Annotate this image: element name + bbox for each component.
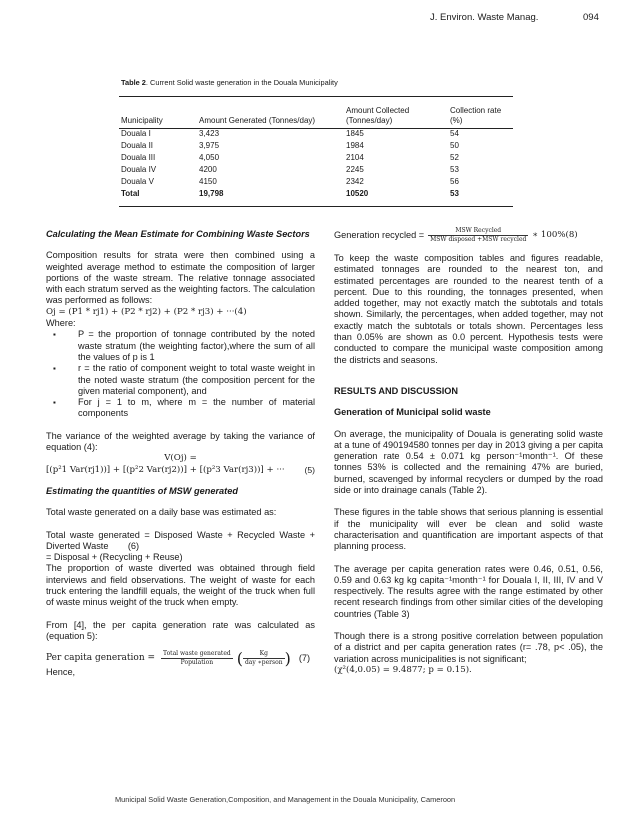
fraction-numerator: Total waste generated [163, 650, 231, 658]
header-amount-generated: Amount Generated (Tonnes/day) [199, 116, 316, 125]
subsection-heading-generation: Generation of Municipal solid waste [334, 407, 491, 418]
table-caption [121, 78, 338, 87]
equation-8-fraction [428, 227, 528, 244]
cell: 1845 [346, 129, 364, 138]
cell: 2245 [346, 165, 364, 174]
fraction-denominator: day ∗person [244, 659, 283, 667]
equation-6-text: Total waste generated = Disposed Waste + Recycled Waste + Diverted Waste [46, 529, 315, 551]
list-item: ▪ P = the proportion of tonnage contributed by the noted waste stratum (the weighting factor),where the sum of all the values of p is 1 [46, 329, 315, 363]
cell: 2104 [346, 153, 364, 162]
paren-open: ( [236, 649, 243, 669]
paragraph: These figures in the table shows that serious planning is essential if the municipality will ever be clean and solid waste characterisation and quantification are important aspects of that planning process. [334, 507, 603, 552]
section-heading-results: RESULTS AND DISCUSSION [334, 385, 459, 396]
cell: Douala IV [121, 165, 157, 174]
equation-6-number: (6) [127, 540, 140, 551]
equation-4: Oj = (P1 * rj1) + (P2 * rj2) + (P2 * rj3) + ···(4) [46, 306, 247, 317]
paragraph: = Disposal + (Recycling + Reuse) [46, 552, 183, 563]
cell: 4150 [199, 177, 217, 186]
table-row [119, 176, 513, 188]
table-caption-label: Table 2 [121, 78, 146, 87]
equation-8 [334, 227, 603, 244]
paragraph: Composition results for strata were then combined using a weighted average method to estimate the composition of larger portions of the waste stream. The relative tonnage associated with each stratum served as the weighting factors. The calculation was performed as follows: [46, 250, 315, 306]
section-heading-msw-quantities: Estimating the quantities of MSW generated [46, 485, 238, 496]
cell: 4,050 [199, 153, 220, 162]
fraction-numerator: MSW Recycled [428, 227, 528, 236]
cell: Douala II [121, 141, 154, 150]
cell: Douala V [121, 177, 154, 186]
header-amount-collected: Amount Collected (Tonnes/day) [346, 106, 410, 125]
left-column [46, 229, 315, 679]
cell: Total [121, 189, 140, 198]
running-header: J. Environ. Waste Manag. [430, 12, 539, 23]
equation-7-number: (7) [298, 653, 311, 664]
equation-7-lhs: Per capita generation = [46, 653, 156, 664]
paragraph: The proportion of waste diverted was obtained through field interviews and field observations. The weight of waste for each truck entering the landfill equals, the weight of the truck when full of waste minus weight of the truck when empty. [46, 563, 315, 608]
header-collection-rate: Collection rate (%) [450, 106, 502, 125]
hence-label: Hence, [46, 667, 76, 678]
fraction-numerator: Kg [243, 650, 285, 659]
cell: 1984 [346, 141, 364, 150]
paragraph: On average, the municipality of Douala is generating solid waste at a tune of 490194580 tonnes per day in 2013 giving a per capita generation rate 0.54 ± 0.071 kg person⁻¹month⁻¹. Of these tonnes 53% is collected and the remaining 47% are buried, burned, scavenged by informal recyclers or dumped by the road side or into drainage canals (Table 2). [334, 428, 603, 496]
paragraph: The average per capita generation rates were 0.46, 0.51, 0.56, 0.59 and 0.63 kg kg capita⁻¹month⁻¹ for Douala I, II, III, IV and V respectively. The results agree with the range estimated by other recent research findings from other similar cities of the developing countries (Table 3) [334, 563, 603, 619]
paragraph: The variance of the weighted average by taking the variance of equation (4): [46, 430, 315, 453]
table-row [119, 152, 513, 164]
table-bottom-rule [119, 206, 513, 207]
page-number: 094 [583, 12, 599, 23]
cell: 52 [450, 153, 459, 162]
table-header-row [119, 100, 513, 128]
paragraph [46, 530, 315, 553]
waste-generation-table [119, 100, 513, 200]
cell: Douala III [121, 153, 156, 162]
equation-8-rhs: ∗ 100%(8) [532, 229, 578, 240]
table-row [119, 140, 513, 152]
table-top-rule [119, 96, 513, 97]
cell: Douala I [121, 129, 151, 138]
cell: 50 [450, 141, 459, 150]
equation-5-body: [(p²1 Var(rj1))] + [(p²2 Var(rj2))] + [(p²3 Var(rj3))] + ··· [46, 464, 285, 475]
equation-7-fraction [161, 650, 233, 667]
paragraph: Though there is a strong positive correlation between population of a district and per capita generation rates (r= .78, p< .05), the variation across municipalities is not significant; [334, 631, 603, 664]
table-row [119, 164, 513, 176]
cell: 3,975 [199, 141, 220, 150]
cell: 19,798 [199, 189, 224, 198]
list-item: ▪ r = the ratio of component weight to total waste weight in the noted waste stratum (the composition percent for the given material component), and [46, 363, 315, 397]
fraction-denominator: MSW disposed +MSW recycled [430, 236, 527, 243]
section-heading-mean-estimate: Calculating the Mean Estimate for Combining Waste Sectors [46, 229, 310, 239]
cell: 53 [450, 165, 459, 174]
cell: 54 [450, 129, 459, 138]
cell: 3,423 [199, 129, 220, 138]
definition-list [46, 329, 315, 419]
paragraph: Total waste generated on a daily base was estimated as: [46, 507, 277, 518]
equation-7 [46, 650, 315, 667]
variance-lhs: V(Oj) = [164, 453, 197, 464]
cell: 4200 [199, 165, 217, 174]
equation-8-lhs: Generation recycled = [334, 229, 425, 240]
paragraph: To keep the waste composition tables and figures readable, estimated tonnages are rounded to the nearest ton, and estimated percentages are rounded to the nearest tenth of a percent. Due to this rounding, the tonnages presented, when added together, may not exactly match the subtotals and totals shown. Similarly, the percentages, when added together, may not exactly match the subtotals or totals shown. Percentages less than 0.05% are shown as 0.0 percent. Hypothesis tests were conducted to compare the municipal waste composition among the districts and seasons. [334, 253, 603, 365]
chi-square-result: (χ²(4,0.05) = 9.4877; p = 0.15). [334, 664, 472, 675]
equation-5 [46, 465, 315, 476]
paren-close: ) [284, 649, 291, 669]
page-footer: Municipal Solid Waste Generation,Composition, and Management in the Douala Municipality, Cameroon [115, 795, 456, 804]
fraction-denominator: Population [180, 659, 214, 667]
header-municipality: Municipality [121, 116, 163, 125]
list-item: ▪ For j = 1 to m, where m = the number of material components [46, 397, 315, 420]
table-caption-text: . Current Solid waste generation in the Douala Municipality [145, 78, 338, 87]
table-total-row [119, 188, 513, 200]
cell: 2342 [346, 177, 364, 186]
right-column [334, 227, 603, 676]
equation-5-number: (5) [304, 464, 315, 475]
paragraph: From [4], the per capita generation rate was calculated as (equation 5): [46, 619, 315, 641]
cell: 53 [450, 189, 459, 198]
equation-7-unit-fraction [243, 650, 285, 667]
cell: 56 [450, 177, 459, 186]
where-label: Where: [46, 318, 76, 329]
table-row [119, 128, 513, 140]
cell: 10520 [346, 189, 369, 198]
